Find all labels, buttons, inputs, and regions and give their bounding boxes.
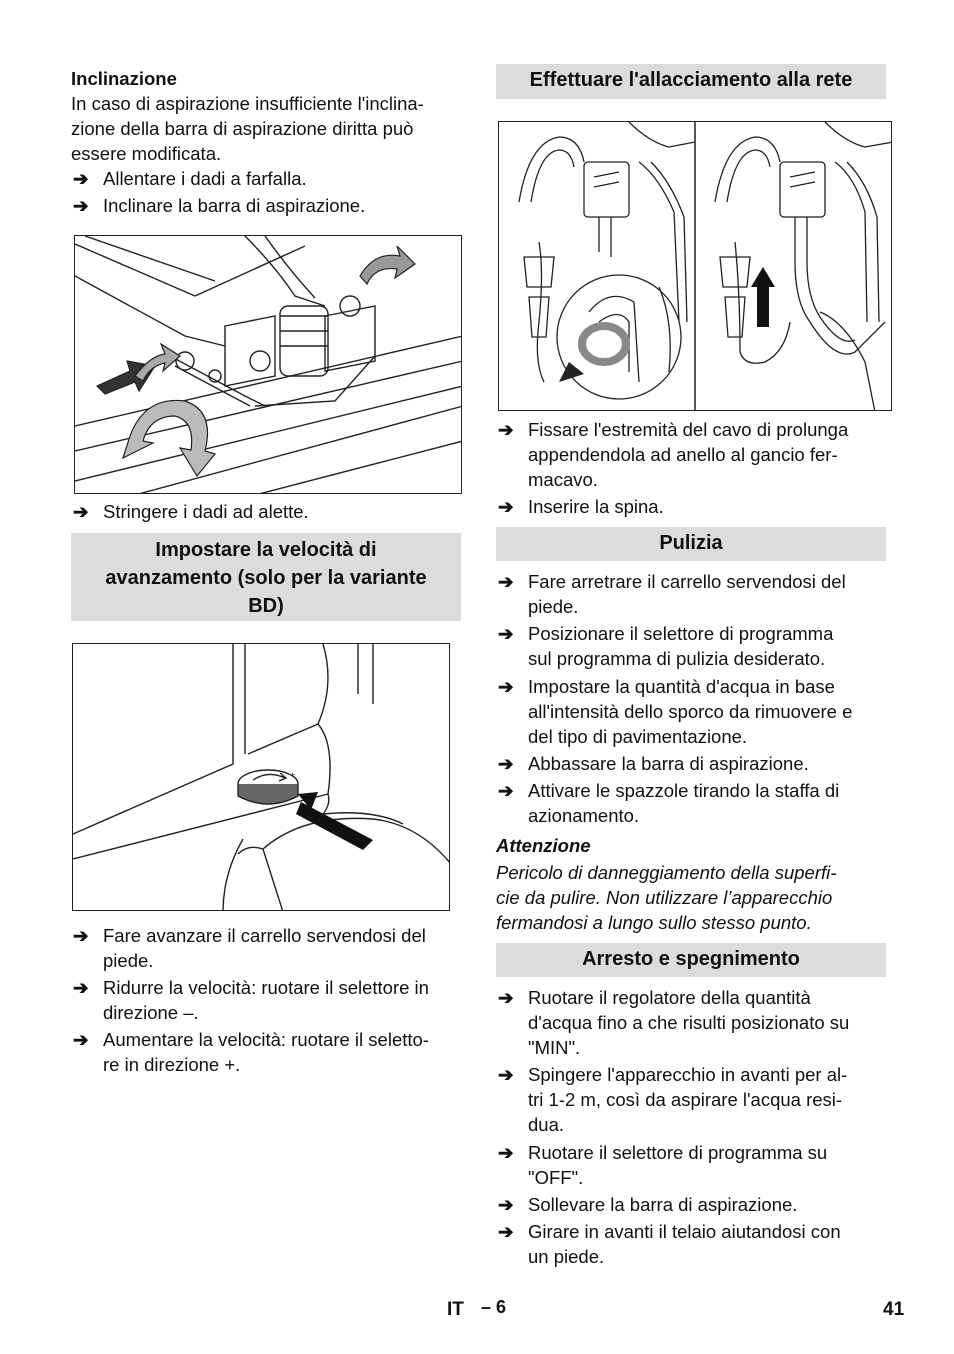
list-item-text: piede. [103, 950, 154, 971]
list-item [71, 166, 461, 191]
list-item-text: Inclinare la barra di aspirazione. [103, 195, 366, 216]
list-item-text: Attivare le spazzole tirando la staffa di [528, 780, 840, 801]
arrow-right-icon: ➔ [498, 1142, 514, 1163]
list-item-text: "OFF". [528, 1167, 584, 1188]
speed-selector-illustration [73, 644, 450, 911]
arrow-right-icon: ➔ [498, 1194, 514, 1215]
figure-speed-selector [72, 643, 450, 911]
arrow-right-icon: ➔ [498, 496, 514, 517]
arrow-right-icon: ➔ [498, 1221, 514, 1242]
arrow-right-icon: ➔ [498, 676, 514, 697]
list-item-text: Fissare l'estremità del cavo di prolunga [528, 419, 849, 440]
heading-line: avanzamento (solo per la variante [105, 567, 427, 589]
list-item-text: Fare arretrare il carrello servendosi del [528, 571, 846, 592]
figure-suction-bar-inclination [74, 235, 462, 494]
heading-line: Impostare la velocità di [155, 539, 377, 561]
list-item-text: Abbassare la barra di aspirazione. [528, 753, 809, 774]
list-item-text: Aumentare la velocità: ruotare il seletto- [103, 1029, 429, 1050]
arrow-right-icon: ➔ [73, 977, 89, 998]
list-item-text: Stringere i dadi ad alette. [103, 501, 309, 522]
list-item [71, 499, 461, 524]
list-item-text: "MIN". [528, 1037, 581, 1058]
figure-power-connection [498, 121, 892, 411]
list-item [496, 985, 886, 1060]
list-item-text: un piede. [528, 1246, 605, 1267]
list-item [71, 923, 461, 973]
list-item-text: re in direzione +. [103, 1054, 241, 1075]
list-item [496, 621, 886, 671]
list-item [496, 778, 886, 828]
list-item [496, 1140, 886, 1190]
paragraph-line: cie da pulire. Non utilizzare l’apparecchio [496, 887, 833, 908]
arrow-right-icon: ➔ [498, 1064, 514, 1085]
paragraph-line: fermandosi a lungo sullo stesso punto. [496, 912, 812, 933]
list-item [496, 1219, 886, 1269]
section-heading-rete: Effettuare l'allacciamento alla rete [496, 64, 886, 99]
list-item-text: Impostare la quantità d'acqua in base [528, 676, 835, 697]
arrow-right-icon: ➔ [498, 780, 514, 801]
list-item [496, 674, 886, 749]
arrow-right-icon: ➔ [498, 987, 514, 1008]
list-item [496, 569, 886, 619]
list-item [71, 975, 461, 1025]
list-item-text: appendendola ad anello al gancio fer- [528, 444, 838, 465]
list-item-text: d'acqua fino a che risulti posizionato su [528, 1012, 850, 1033]
arrow-right-icon: ➔ [73, 168, 89, 189]
svg-text:+: + [290, 770, 296, 780]
arrow-right-icon: ➔ [73, 925, 89, 946]
arrow-right-icon: ➔ [498, 753, 514, 774]
paragraph-line: In caso di aspirazione insufficiente l'inclina- [71, 93, 424, 114]
arrow-right-icon: ➔ [498, 419, 514, 440]
list-item-text: del tipo di pavimentazione. [528, 726, 748, 747]
paragraph-line: zione della barra di aspirazione diritta può [71, 118, 414, 139]
section-heading-inclinazione: Inclinazione [71, 68, 177, 89]
list-item-text: Allentare i dadi a farfalla. [103, 168, 307, 189]
list-item [496, 751, 886, 776]
list-item-text: Ridurre la velocità: ruotare il selettore in [103, 977, 429, 998]
list-item-text: tri 1-2 m, così da aspirare l'acqua resi- [528, 1089, 843, 1110]
arrow-right-icon: ➔ [73, 1029, 89, 1050]
list-item-text: Spingere l'apparecchio in avanti per al- [528, 1064, 848, 1085]
list-item-text: Ruotare il regolatore della quantità [528, 987, 811, 1008]
section-heading-velocita [71, 533, 461, 621]
attenzione-paragraph [496, 860, 896, 935]
section-heading-pulizia: Pulizia [496, 527, 886, 561]
list-item [496, 1062, 886, 1137]
list-item-text: macavo. [528, 469, 598, 490]
list-item-text: Inserire la spina. [528, 496, 664, 517]
arrow-right-icon: ➔ [73, 195, 89, 216]
list-item [496, 417, 886, 492]
list-item-text: all'intensità dello sporco da rimuovere e [528, 701, 853, 722]
suction-bar-illustration [75, 236, 462, 494]
list-item-text: direzione –. [103, 1002, 199, 1023]
section-heading-arresto: Arresto e spegnimento [496, 943, 886, 977]
list-item-text: Girare in avanti il telaio aiutandosi con [528, 1221, 841, 1242]
list-item-text: dua. [528, 1114, 565, 1135]
page-number: 41 [883, 1299, 905, 1320]
list-item-text: Fare avanzare il carrello servendosi del [103, 925, 426, 946]
list-item-text: piede. [528, 596, 579, 617]
attenzione-heading: Attenzione [496, 835, 591, 856]
footer-section-page: – 6 [481, 1297, 507, 1317]
list-item-text: azionamento. [528, 805, 640, 826]
list-item-text: Ruotare il selettore di programma su [528, 1142, 828, 1163]
list-item-text: Posizionare il selettore di programma [528, 623, 834, 644]
arrow-right-icon: ➔ [73, 501, 89, 522]
power-connection-illustration [499, 122, 892, 411]
arrow-right-icon: ➔ [498, 571, 514, 592]
list-item-text: Sollevare la barra di aspirazione. [528, 1194, 798, 1215]
footer-language: IT [447, 1299, 464, 1320]
list-item-text: sul programma di pulizia desiderato. [528, 648, 826, 669]
list-item [496, 1192, 886, 1217]
arrow-right-icon: ➔ [498, 623, 514, 644]
list-item [496, 494, 886, 519]
list-item [71, 193, 461, 218]
paragraph-line: essere modificata. [71, 143, 222, 164]
list-item [71, 1027, 461, 1077]
paragraph-line: Pericolo di danneggiamento della superfi- [496, 862, 837, 883]
inclinazione-paragraph [71, 91, 471, 166]
heading-line: BD) [248, 595, 284, 617]
